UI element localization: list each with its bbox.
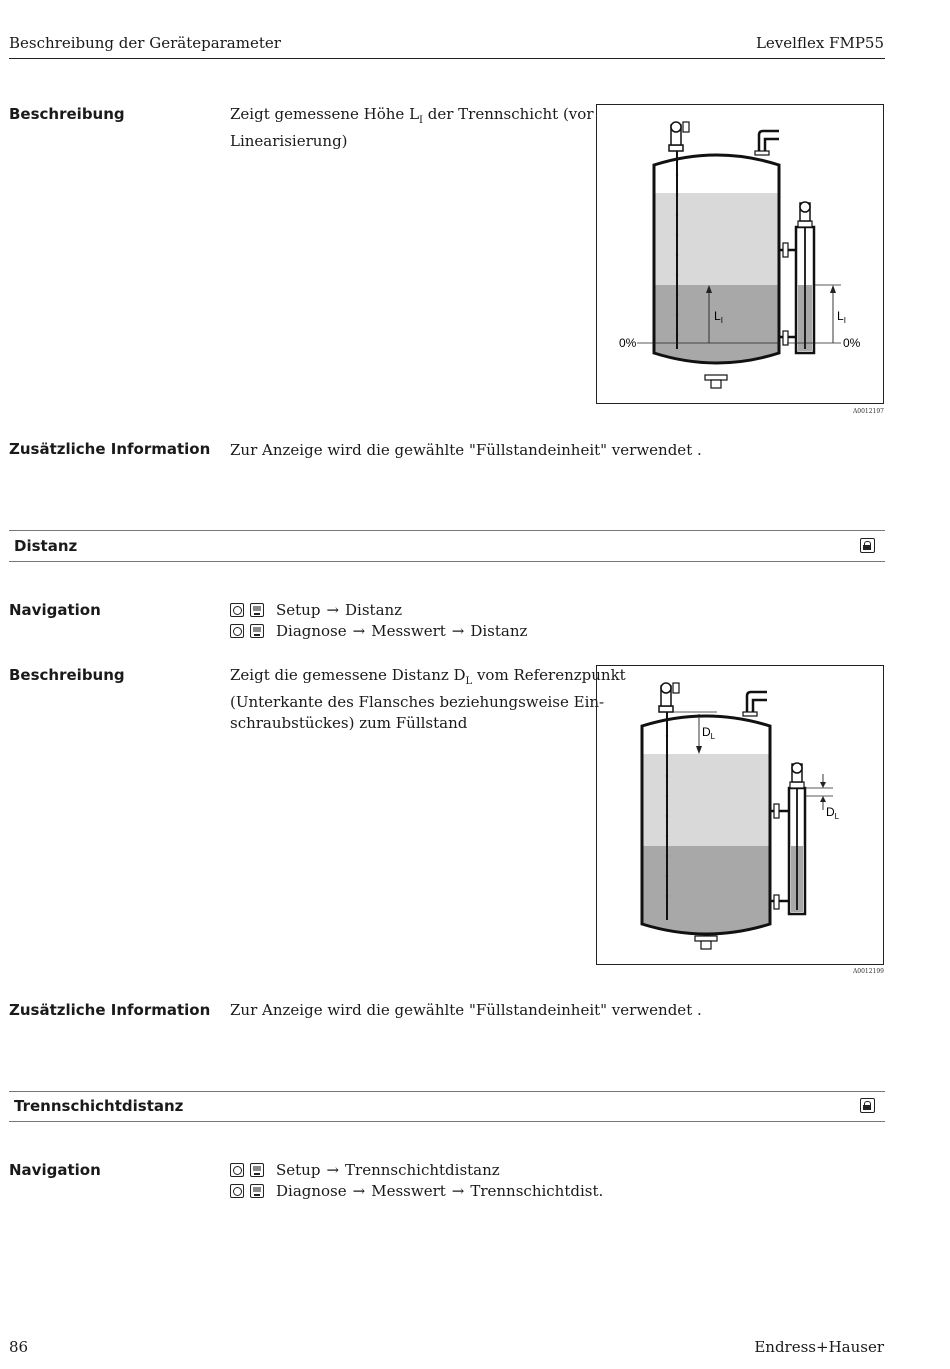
section-rule-bottom — [9, 1121, 885, 1122]
arrow-right-icon: → — [451, 1182, 465, 1200]
onsite-display-icon — [230, 603, 244, 617]
section-rule-top — [9, 1091, 885, 1092]
distance-figure — [596, 665, 884, 965]
navigation-label: Navigation — [9, 601, 101, 619]
navigation-label: Navigation — [9, 1161, 101, 1179]
nav-step: Messwert — [371, 1182, 446, 1200]
text-part: vom Referenzpunkt — [472, 666, 626, 684]
brand-name: Endress+Hauser — [754, 1338, 884, 1356]
nav-step: Setup — [276, 1161, 321, 1179]
arrow-right-icon: → — [352, 622, 366, 640]
zero-percent-left-label: 0% — [619, 336, 637, 350]
nav-path-setup — [230, 1161, 500, 1179]
operating-tool-icon — [250, 603, 264, 617]
nav-step: Setup — [276, 601, 321, 619]
dl-right-label — [826, 805, 840, 821]
page-number: 86 — [9, 1338, 29, 1356]
tank-diagram-interface-height — [597, 105, 883, 403]
running-header-product: Levelflex FMP55 — [755, 34, 884, 52]
nav-path-setup — [230, 601, 402, 619]
beschreibung-text — [230, 665, 626, 734]
beschreibung-label: Beschreibung — [9, 666, 125, 684]
header-rule — [9, 58, 885, 59]
beschreibung-label: Beschreibung — [9, 105, 125, 123]
nav-step: Trennschichtdist. — [470, 1182, 604, 1200]
zusaetzliche-information-label: Zusätzliche Information — [9, 1001, 211, 1019]
nav-step: Diagnose — [276, 622, 347, 640]
nav-path-diagnose — [230, 622, 527, 640]
dl-left-letter: D — [702, 725, 711, 739]
nav-step: Distanz — [470, 622, 528, 640]
dl-left-subscript: L — [710, 732, 716, 741]
nav-path-diagnose — [230, 1182, 603, 1200]
text-part: (Unterkante des Flansches beziehungsweise Ein- — [230, 693, 605, 711]
text-part: der Trennschicht (vor — [422, 105, 594, 123]
dl-right-letter: D — [826, 805, 835, 819]
lock-icon — [860, 1098, 875, 1113]
figure-id: A0012197 — [852, 408, 884, 415]
subscript: L — [465, 676, 473, 687]
subscript: I — [419, 115, 423, 126]
onsite-display-icon — [230, 1163, 244, 1177]
li-right-label — [837, 309, 846, 325]
lock-icon — [860, 538, 875, 553]
arrow-right-icon: → — [326, 601, 340, 619]
running-header-title: Beschreibung der Geräteparameter — [9, 34, 281, 52]
onsite-display-icon — [230, 1184, 244, 1198]
zusaetzliche-information-label: Zusätzliche Information — [9, 440, 211, 458]
zusaetzliche-information-text: Zur Anzeige wird die gewählte "Füllstandeinheit" verwendet . — [230, 441, 702, 459]
arrow-right-icon: → — [451, 622, 465, 640]
section-rule-top — [9, 530, 885, 531]
nav-step: Messwert — [371, 622, 446, 640]
li-right-letter: L — [837, 309, 844, 323]
nav-step: Distanz — [345, 601, 403, 619]
operating-tool-icon — [250, 1163, 264, 1177]
interface-level-figure — [596, 104, 884, 404]
nav-step: Diagnose — [276, 1182, 347, 1200]
onsite-display-icon — [230, 624, 244, 638]
beschreibung-text — [230, 104, 594, 152]
zero-percent-right-label: 0% — [843, 336, 861, 350]
zusaetzliche-information-text: Zur Anzeige wird die gewählte "Füllstandeinheit" verwendet . — [230, 1001, 702, 1019]
li-left-letter: L — [714, 309, 721, 323]
tank-diagram-distance — [597, 666, 883, 964]
text-part: Zeigt die gemessene Distanz D — [230, 666, 466, 684]
section-rule-bottom — [9, 561, 885, 562]
section-title-distanz: Distanz — [14, 537, 78, 555]
text-part: schraubstückes) zum Füllstand — [230, 714, 468, 732]
text-part: Linearisierung) — [230, 132, 348, 150]
nav-step: Trennschichtdistanz — [345, 1161, 500, 1179]
dl-right-subscript: L — [834, 812, 840, 821]
dl-left-label — [702, 725, 716, 741]
section-title-trennschichtdistanz: Trennschichtdistanz — [14, 1097, 184, 1115]
operating-tool-icon — [250, 624, 264, 638]
li-left-subscript: I — [720, 316, 723, 325]
arrow-right-icon: → — [326, 1161, 340, 1179]
operating-tool-icon — [250, 1184, 264, 1198]
li-right-subscript: I — [843, 316, 846, 325]
text-part: Zeigt gemessene Höhe L — [230, 105, 420, 123]
arrow-right-icon: → — [352, 1182, 366, 1200]
figure-id: A0012199 — [852, 968, 884, 975]
